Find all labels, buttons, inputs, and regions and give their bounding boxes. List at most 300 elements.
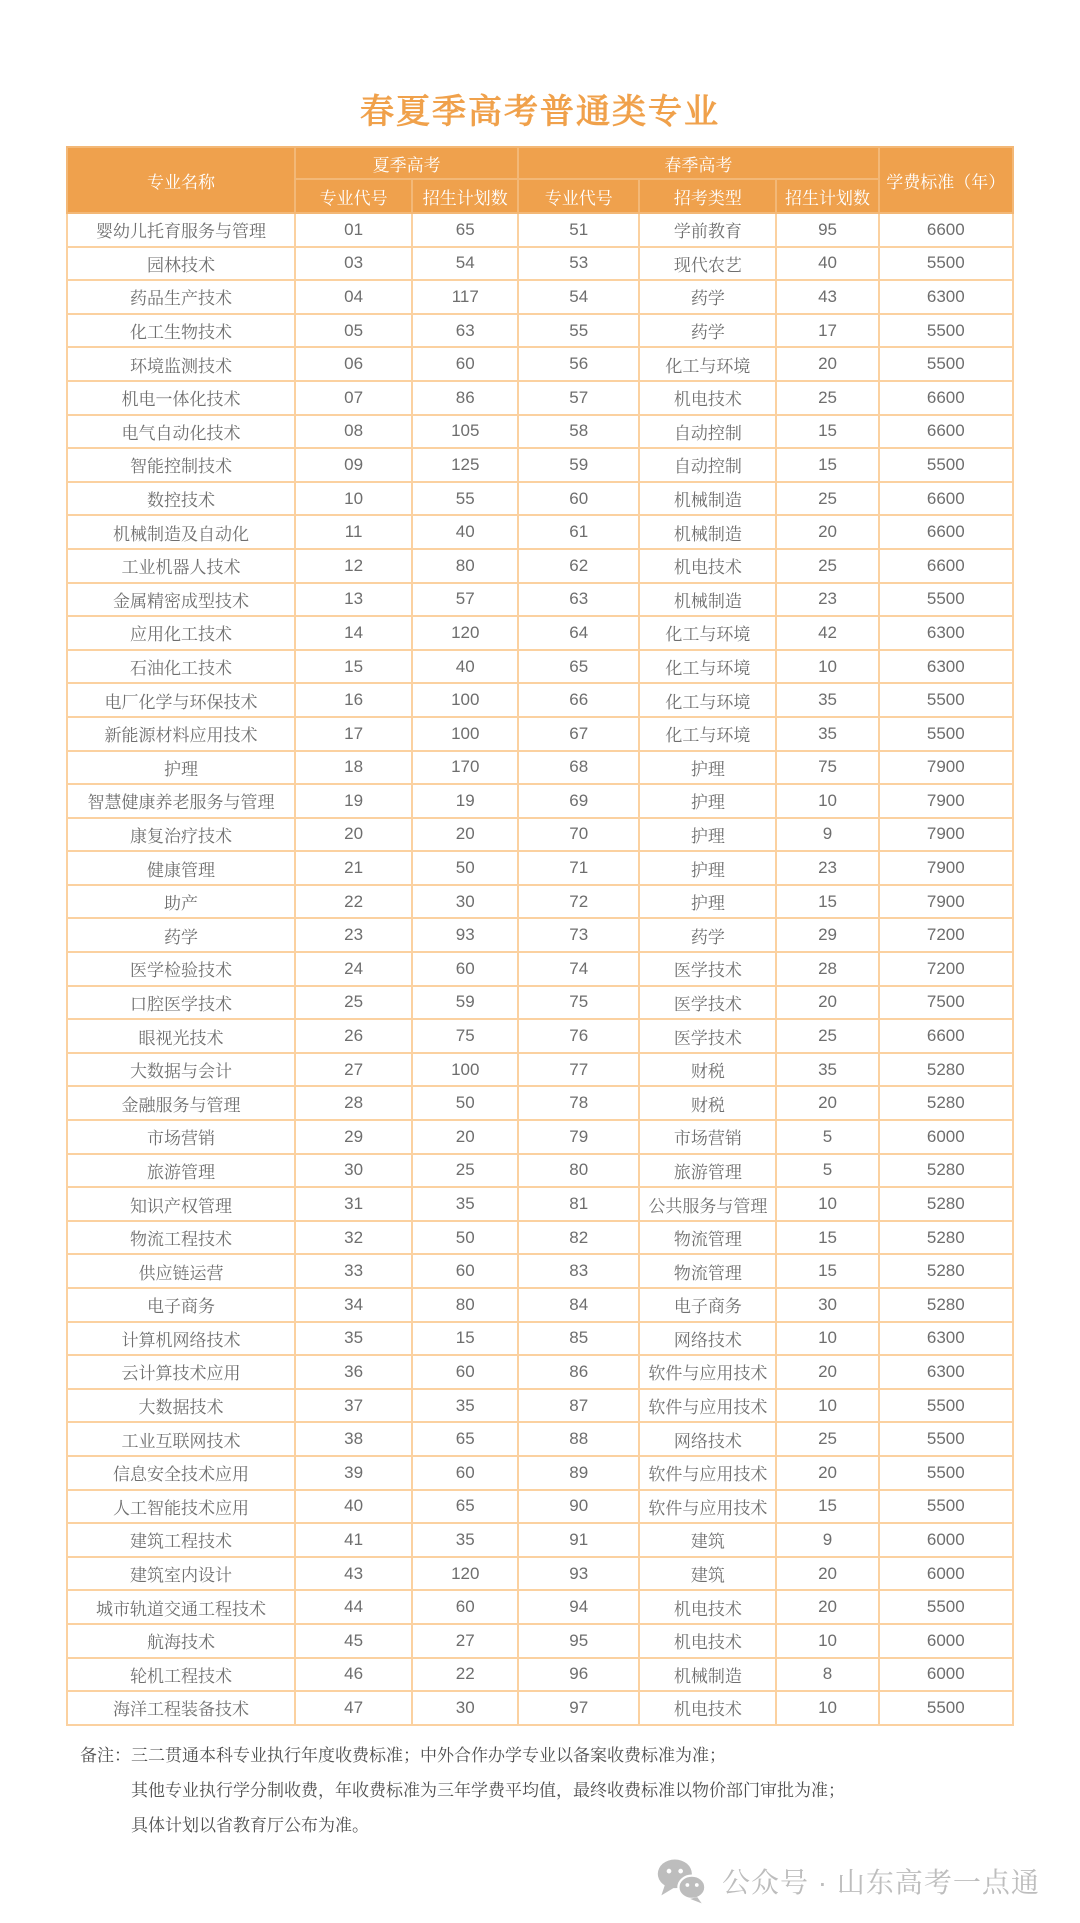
spring-code-cell: 65	[518, 650, 639, 684]
spring-type-cell: 软件与应用技术	[639, 1389, 776, 1423]
spring-type-cell: 建筑	[639, 1523, 776, 1557]
table-row	[67, 1053, 1013, 1087]
summer-code-cell: 16	[295, 683, 412, 717]
tuition-cell: 6000	[879, 1624, 1013, 1658]
tuition-cell: 6600	[879, 415, 1013, 449]
spring-code-cell: 77	[518, 1053, 639, 1087]
summer-plan-cell: 117	[412, 280, 518, 314]
table-body	[67, 213, 1013, 1725]
major-name-cell: 计算机网络技术	[67, 1322, 295, 1356]
summer-code-cell: 47	[295, 1691, 412, 1725]
major-name-cell: 口腔医学技术	[67, 986, 295, 1020]
spring-plan-cell: 95	[776, 213, 878, 247]
summer-code-cell: 15	[295, 650, 412, 684]
spring-code-cell: 88	[518, 1422, 639, 1456]
tuition-cell: 6600	[879, 1019, 1013, 1053]
header-tuition: 学费标准（年）	[879, 147, 1013, 213]
table-row	[67, 280, 1013, 314]
wechat-icon	[656, 1858, 708, 1904]
summer-plan-cell: 60	[412, 347, 518, 381]
table-row	[67, 818, 1013, 852]
tuition-cell: 5500	[879, 683, 1013, 717]
spring-plan-cell: 35	[776, 683, 878, 717]
spring-code-cell: 73	[518, 918, 639, 952]
table-row	[67, 1221, 1013, 1255]
spring-type-cell: 物流管理	[639, 1254, 776, 1288]
spring-plan-cell: 29	[776, 918, 878, 952]
spring-type-cell: 药学	[639, 918, 776, 952]
tuition-cell: 5280	[879, 1154, 1013, 1188]
tuition-cell: 6600	[879, 381, 1013, 415]
major-name-cell: 电厂化学与环保技术	[67, 683, 295, 717]
summer-code-cell: 26	[295, 1019, 412, 1053]
summer-plan-cell: 63	[412, 314, 518, 348]
table-row	[67, 784, 1013, 818]
spring-code-cell: 96	[518, 1658, 639, 1692]
major-name-cell: 知识产权管理	[67, 1187, 295, 1221]
summer-plan-cell: 65	[412, 213, 518, 247]
summer-code-cell: 41	[295, 1523, 412, 1557]
tuition-cell: 6600	[879, 549, 1013, 583]
summer-code-cell: 36	[295, 1355, 412, 1389]
summer-code-cell: 27	[295, 1053, 412, 1087]
spring-plan-cell: 20	[776, 515, 878, 549]
spring-plan-cell: 10	[776, 650, 878, 684]
spring-code-cell: 84	[518, 1288, 639, 1322]
table-row	[67, 247, 1013, 281]
tuition-cell: 5500	[879, 314, 1013, 348]
spring-plan-cell: 25	[776, 482, 878, 516]
spring-plan-cell: 20	[776, 1086, 878, 1120]
spring-type-cell: 护理	[639, 784, 776, 818]
header-major-name: 专业名称	[67, 147, 295, 213]
summer-plan-cell: 50	[412, 851, 518, 885]
spring-code-cell: 72	[518, 885, 639, 919]
summer-code-cell: 40	[295, 1490, 412, 1524]
major-name-cell: 航海技术	[67, 1624, 295, 1658]
table-row	[67, 1456, 1013, 1490]
summer-plan-cell: 100	[412, 1053, 518, 1087]
summer-code-cell: 21	[295, 851, 412, 885]
tuition-cell: 6000	[879, 1557, 1013, 1591]
summer-plan-cell: 80	[412, 1288, 518, 1322]
spring-type-cell: 医学技术	[639, 952, 776, 986]
spring-type-cell: 化工与环境	[639, 347, 776, 381]
tuition-cell: 7900	[879, 818, 1013, 852]
table-row	[67, 1422, 1013, 1456]
table-row	[67, 515, 1013, 549]
spring-plan-cell: 20	[776, 1557, 878, 1591]
major-name-cell: 数控技术	[67, 482, 295, 516]
header-spring-type: 招考类型	[639, 179, 776, 213]
spring-plan-cell: 35	[776, 1053, 878, 1087]
table-row	[67, 616, 1013, 650]
table-row	[67, 952, 1013, 986]
major-name-cell: 市场营销	[67, 1120, 295, 1154]
spring-code-cell: 82	[518, 1221, 639, 1255]
spring-code-cell: 64	[518, 616, 639, 650]
summer-code-cell: 14	[295, 616, 412, 650]
table-row	[67, 1355, 1013, 1389]
summer-code-cell: 22	[295, 885, 412, 919]
summer-code-cell: 01	[295, 213, 412, 247]
tuition-cell: 7200	[879, 918, 1013, 952]
summer-code-cell: 07	[295, 381, 412, 415]
summer-code-cell: 13	[295, 583, 412, 617]
spring-code-cell: 68	[518, 751, 639, 785]
table-row	[67, 314, 1013, 348]
summer-plan-cell: 125	[412, 448, 518, 482]
table-row	[67, 415, 1013, 449]
summer-plan-cell: 93	[412, 918, 518, 952]
spring-code-cell: 78	[518, 1086, 639, 1120]
table-row	[67, 650, 1013, 684]
spring-plan-cell: 10	[776, 1691, 878, 1725]
spring-type-cell: 现代农艺	[639, 247, 776, 281]
summer-plan-cell: 60	[412, 1456, 518, 1490]
table-row	[67, 347, 1013, 381]
spring-type-cell: 网络技术	[639, 1422, 776, 1456]
table-row	[67, 583, 1013, 617]
spring-type-cell: 物流管理	[639, 1221, 776, 1255]
tuition-cell: 6000	[879, 1523, 1013, 1557]
table-row	[67, 885, 1013, 919]
spring-plan-cell: 10	[776, 1624, 878, 1658]
summer-code-cell: 43	[295, 1557, 412, 1591]
spring-plan-cell: 35	[776, 717, 878, 751]
table-row	[67, 717, 1013, 751]
tuition-cell: 5500	[879, 247, 1013, 281]
tuition-cell: 5280	[879, 1053, 1013, 1087]
major-name-cell: 石油化工技术	[67, 650, 295, 684]
spring-plan-cell: 15	[776, 885, 878, 919]
major-name-cell: 大数据与会计	[67, 1053, 295, 1087]
summer-plan-cell: 57	[412, 583, 518, 617]
tuition-cell: 5500	[879, 717, 1013, 751]
page-title: 春夏季高考普通类专业	[360, 93, 720, 131]
spring-plan-cell: 23	[776, 583, 878, 617]
major-name-cell: 机电一体化技术	[67, 381, 295, 415]
spring-type-cell: 机电技术	[639, 1691, 776, 1725]
spring-code-cell: 71	[518, 851, 639, 885]
spring-code-cell: 83	[518, 1254, 639, 1288]
spring-type-cell: 软件与应用技术	[639, 1456, 776, 1490]
summer-code-cell: 18	[295, 751, 412, 785]
header-summer-code: 专业代号	[295, 179, 412, 213]
summer-plan-cell: 100	[412, 717, 518, 751]
table-row	[67, 213, 1013, 247]
summer-plan-cell: 100	[412, 683, 518, 717]
tuition-cell: 6000	[879, 1120, 1013, 1154]
major-name-cell: 助产	[67, 885, 295, 919]
tuition-cell: 7900	[879, 885, 1013, 919]
tuition-cell: 5500	[879, 448, 1013, 482]
table-row	[67, 1019, 1013, 1053]
spring-type-cell: 医学技术	[639, 986, 776, 1020]
summer-plan-cell: 105	[412, 415, 518, 449]
major-name-cell: 化工生物技术	[67, 314, 295, 348]
spring-type-cell: 电子商务	[639, 1288, 776, 1322]
summer-code-cell: 33	[295, 1254, 412, 1288]
summer-code-cell: 39	[295, 1456, 412, 1490]
spring-type-cell: 化工与环境	[639, 650, 776, 684]
tuition-cell: 5500	[879, 1422, 1013, 1456]
summer-code-cell: 23	[295, 918, 412, 952]
spring-type-cell: 建筑	[639, 1557, 776, 1591]
tuition-cell: 5280	[879, 1288, 1013, 1322]
spring-code-cell: 61	[518, 515, 639, 549]
spring-code-cell: 60	[518, 482, 639, 516]
table-row	[67, 751, 1013, 785]
spring-plan-cell: 17	[776, 314, 878, 348]
summer-code-cell: 38	[295, 1422, 412, 1456]
spring-type-cell: 护理	[639, 751, 776, 785]
note-line: 三二贯通本科专业执行年度收费标准；中外合作办学专业以备案收费标准为准；	[131, 1746, 726, 1765]
table-row	[67, 381, 1013, 415]
wechat-badge	[656, 1858, 1040, 1904]
summer-code-cell: 24	[295, 952, 412, 986]
table-row	[67, 1154, 1013, 1188]
spring-code-cell: 69	[518, 784, 639, 818]
spring-plan-cell: 25	[776, 1422, 878, 1456]
spring-type-cell: 机电技术	[639, 381, 776, 415]
tuition-cell: 6300	[879, 1322, 1013, 1356]
header-spring-plan: 招生计划数	[776, 179, 878, 213]
major-name-cell: 环境监测技术	[67, 347, 295, 381]
spring-code-cell: 67	[518, 717, 639, 751]
spring-code-cell: 62	[518, 549, 639, 583]
spring-code-cell: 91	[518, 1523, 639, 1557]
spring-plan-cell: 20	[776, 1590, 878, 1624]
spring-code-cell: 57	[518, 381, 639, 415]
tuition-cell: 6300	[879, 280, 1013, 314]
spring-type-cell: 网络技术	[639, 1322, 776, 1356]
summer-plan-cell: 65	[412, 1422, 518, 1456]
spring-code-cell: 56	[518, 347, 639, 381]
spring-plan-cell: 5	[776, 1120, 878, 1154]
spring-type-cell: 旅游管理	[639, 1154, 776, 1188]
spring-type-cell: 公共服务与管理	[639, 1187, 776, 1221]
spring-code-cell: 93	[518, 1557, 639, 1591]
major-name-cell: 供应链运营	[67, 1254, 295, 1288]
spring-type-cell: 机械制造	[639, 515, 776, 549]
summer-plan-cell: 60	[412, 1355, 518, 1389]
major-name-cell: 城市轨道交通工程技术	[67, 1590, 295, 1624]
table-row	[67, 683, 1013, 717]
summer-code-cell: 17	[295, 717, 412, 751]
summer-plan-cell: 30	[412, 885, 518, 919]
table-header	[67, 147, 1013, 213]
summer-plan-cell: 35	[412, 1523, 518, 1557]
tuition-cell: 5500	[879, 1490, 1013, 1524]
summer-plan-cell: 120	[412, 616, 518, 650]
spring-type-cell: 市场营销	[639, 1120, 776, 1154]
header-summer-plan: 招生计划数	[412, 179, 518, 213]
major-name-cell: 电子商务	[67, 1288, 295, 1322]
spring-code-cell: 86	[518, 1355, 639, 1389]
spring-type-cell: 护理	[639, 851, 776, 885]
major-name-cell: 康复治疗技术	[67, 818, 295, 852]
spring-code-cell: 66	[518, 683, 639, 717]
major-name-cell: 药品生产技术	[67, 280, 295, 314]
spring-type-cell: 自动控制	[639, 448, 776, 482]
spring-code-cell: 79	[518, 1120, 639, 1154]
summer-code-cell: 10	[295, 482, 412, 516]
spring-plan-cell: 25	[776, 1019, 878, 1053]
tuition-cell: 5500	[879, 347, 1013, 381]
table-row	[67, 1120, 1013, 1154]
table-row	[67, 1490, 1013, 1524]
summer-code-cell: 45	[295, 1624, 412, 1658]
spring-code-cell: 97	[518, 1691, 639, 1725]
table-row	[67, 1288, 1013, 1322]
spring-plan-cell: 15	[776, 415, 878, 449]
tuition-cell: 5500	[879, 1691, 1013, 1725]
spring-type-cell: 化工与环境	[639, 717, 776, 751]
spring-plan-cell: 43	[776, 280, 878, 314]
summer-plan-cell: 60	[412, 1254, 518, 1288]
summer-code-cell: 19	[295, 784, 412, 818]
spring-type-cell: 机电技术	[639, 1590, 776, 1624]
spring-type-cell: 机电技术	[639, 549, 776, 583]
spring-plan-cell: 5	[776, 1154, 878, 1188]
major-name-cell: 金融服务与管理	[67, 1086, 295, 1120]
spring-code-cell: 85	[518, 1322, 639, 1356]
summer-plan-cell: 54	[412, 247, 518, 281]
spring-code-cell: 95	[518, 1624, 639, 1658]
major-name-cell: 大数据技术	[67, 1389, 295, 1423]
major-name-cell: 机械制造及自动化	[67, 515, 295, 549]
table-row	[67, 1389, 1013, 1423]
tuition-cell: 5500	[879, 1590, 1013, 1624]
spring-code-cell: 59	[518, 448, 639, 482]
tuition-cell: 5500	[879, 1456, 1013, 1490]
tuition-cell: 5280	[879, 1221, 1013, 1255]
spring-plan-cell: 15	[776, 1490, 878, 1524]
table-row	[67, 1624, 1013, 1658]
header-spring-code: 专业代号	[518, 179, 639, 213]
summer-plan-cell: 20	[412, 818, 518, 852]
major-name-cell: 应用化工技术	[67, 616, 295, 650]
spring-plan-cell: 9	[776, 818, 878, 852]
table-row	[67, 549, 1013, 583]
summer-plan-cell: 65	[412, 1490, 518, 1524]
major-name-cell: 海洋工程装备技术	[67, 1691, 295, 1725]
table-row	[67, 1658, 1013, 1692]
major-name-cell: 轮机工程技术	[67, 1658, 295, 1692]
spring-type-cell: 药学	[639, 280, 776, 314]
spring-plan-cell: 25	[776, 381, 878, 415]
table-row	[67, 918, 1013, 952]
summer-code-cell: 37	[295, 1389, 412, 1423]
summer-plan-cell: 35	[412, 1389, 518, 1423]
spring-plan-cell: 30	[776, 1288, 878, 1322]
table-row	[67, 1322, 1013, 1356]
summer-code-cell: 11	[295, 515, 412, 549]
summer-plan-cell: 15	[412, 1322, 518, 1356]
summer-plan-cell: 80	[412, 549, 518, 583]
summer-code-cell: 31	[295, 1187, 412, 1221]
spring-code-cell: 76	[518, 1019, 639, 1053]
table-row	[67, 851, 1013, 885]
tuition-cell: 6300	[879, 1355, 1013, 1389]
table-row	[67, 1557, 1013, 1591]
summer-plan-cell: 170	[412, 751, 518, 785]
spring-code-cell: 80	[518, 1154, 639, 1188]
spring-type-cell: 医学技术	[639, 1019, 776, 1053]
tuition-cell: 5280	[879, 1254, 1013, 1288]
spring-plan-cell: 10	[776, 784, 878, 818]
spring-plan-cell: 28	[776, 952, 878, 986]
spring-plan-cell: 20	[776, 1355, 878, 1389]
summer-code-cell: 46	[295, 1658, 412, 1692]
spring-plan-cell: 20	[776, 1456, 878, 1490]
major-name-cell: 金属精密成型技术	[67, 583, 295, 617]
summer-plan-cell: 86	[412, 381, 518, 415]
spring-type-cell: 学前教育	[639, 213, 776, 247]
table-row	[67, 1523, 1013, 1557]
spring-code-cell: 54	[518, 280, 639, 314]
spring-plan-cell: 15	[776, 1254, 878, 1288]
spring-type-cell: 财税	[639, 1053, 776, 1087]
summer-plan-cell: 50	[412, 1221, 518, 1255]
spring-plan-cell: 75	[776, 751, 878, 785]
tuition-cell: 6300	[879, 650, 1013, 684]
spring-type-cell: 化工与环境	[639, 683, 776, 717]
table-row	[67, 1254, 1013, 1288]
major-name-cell: 智慧健康养老服务与管理	[67, 784, 295, 818]
summer-plan-cell: 25	[412, 1154, 518, 1188]
summer-plan-cell: 35	[412, 1187, 518, 1221]
summer-code-cell: 44	[295, 1590, 412, 1624]
major-name-cell: 工业互联网技术	[67, 1422, 295, 1456]
summer-code-cell: 35	[295, 1322, 412, 1356]
major-name-cell: 建筑工程技术	[67, 1523, 295, 1557]
spring-type-cell: 财税	[639, 1086, 776, 1120]
summer-plan-cell: 40	[412, 650, 518, 684]
summer-code-cell: 25	[295, 986, 412, 1020]
summer-plan-cell: 75	[412, 1019, 518, 1053]
major-name-cell: 婴幼儿托育服务与管理	[67, 213, 295, 247]
major-name-cell: 医学检验技术	[67, 952, 295, 986]
spring-plan-cell: 15	[776, 448, 878, 482]
table-row	[67, 482, 1013, 516]
summer-code-cell: 20	[295, 818, 412, 852]
spring-code-cell: 55	[518, 314, 639, 348]
major-name-cell: 物流工程技术	[67, 1221, 295, 1255]
summer-plan-cell: 59	[412, 986, 518, 1020]
major-name-cell: 云计算技术应用	[67, 1355, 295, 1389]
wechat-account-text: 公众号 · 山东高考一点通	[722, 1867, 1040, 1898]
spring-plan-cell: 10	[776, 1187, 878, 1221]
major-name-cell: 新能源材料应用技术	[67, 717, 295, 751]
spring-plan-cell: 20	[776, 347, 878, 381]
summer-code-cell: 12	[295, 549, 412, 583]
notes-label: 备注：	[80, 1746, 131, 1765]
summer-plan-cell: 60	[412, 1590, 518, 1624]
spring-code-cell: 90	[518, 1490, 639, 1524]
tuition-cell: 6600	[879, 482, 1013, 516]
spring-code-cell: 53	[518, 247, 639, 281]
spring-code-cell: 51	[518, 213, 639, 247]
major-name-cell: 信息安全技术应用	[67, 1456, 295, 1490]
spring-type-cell: 机械制造	[639, 583, 776, 617]
spring-code-cell: 75	[518, 986, 639, 1020]
table-row	[67, 1086, 1013, 1120]
tuition-cell: 7900	[879, 784, 1013, 818]
tuition-cell: 5280	[879, 1187, 1013, 1221]
summer-plan-cell: 40	[412, 515, 518, 549]
